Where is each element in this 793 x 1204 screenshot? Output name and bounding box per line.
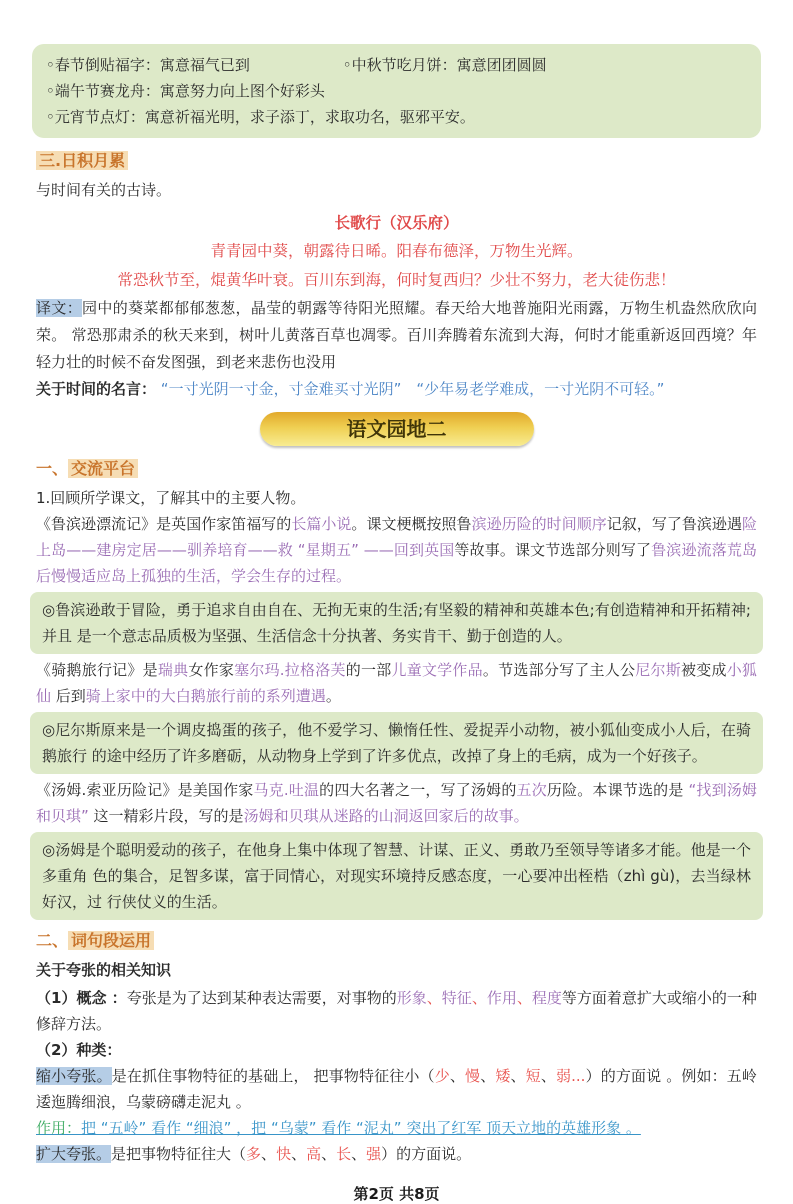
poem-title: 长歌行（汉乐府） xyxy=(334,214,459,232)
poem-line-2: 常恐秋节至，焜黄华叶衰。百川东到海，何时复西归？少壮不努力，老大徒伤悲！ xyxy=(117,271,676,289)
paragraph-expand-hyperbole: 扩大夸张。是把事物特征往大（多、快、高、长、强）的方面说。 xyxy=(36,1145,472,1163)
heading-words-usage xyxy=(36,928,757,951)
heading-words-usage-number: 二、 xyxy=(36,931,69,950)
unit-title-banner: 语文园地二 xyxy=(260,412,534,446)
paragraph-robinson: 《鲁滨逊漂流记》是英国作家笛福写的长篇小说。课文梗概按照鲁滨逊历险的时间顺序记叙，写了鲁滨逊遇险上岛——建房定居——驯养培育——救 “星期五” ——回到英国等故事。课文节选部分则写了鲁滨逊流落荒岛 后慢慢适应岛上孤独的生活，学会生存的过程。 xyxy=(36,515,757,585)
page-footer: 第2页 共8页 xyxy=(353,1185,440,1203)
festival-row-2 xyxy=(46,78,747,104)
heading-exchange-platform xyxy=(36,456,757,479)
unit-title-banner-wrap xyxy=(36,412,757,446)
poem-line-1: 青青园中葵，朝露待日晞。阳春布德泽，万物生光辉。 xyxy=(210,242,583,260)
festival-item-lantern: ◦元宵节点灯：寓意祈福光明，求子添丁，求取功名，驱邪平安。 xyxy=(46,108,475,126)
note-tom: ◎汤姆是个聪明爱动的孩子，在他身上集中体现了智慧、计谋、正义、勇敢乃至领导等诸多才能。他是一个多重角 色的集合，足智多谋，富于同情心，对现实环境持反感态度，一心要冲出桎梏（zhì gù)，去当绿林好汉，过 行侠仗义的生活。 xyxy=(30,832,763,920)
festival-item-midautumn: ◦中秋节吃月饼：寓意团团圆圆 xyxy=(342,56,547,74)
festival-item-spring: ◦春节倒贴福字：寓意福气已到 xyxy=(46,56,250,74)
translation-paragraph xyxy=(36,295,757,376)
time-quotes-text: “一寸光阴一寸金，寸金难买寸光阴” “少年易老学难成，一寸光阴不可轻。” xyxy=(160,380,665,398)
review-instruction: 1.回顾所学课文，了解其中的主要人物。 xyxy=(36,489,306,507)
time-quotes-label: 关于时间的名言： xyxy=(36,380,157,398)
paragraph-shrink-hyperbole: 缩小夸张。是在抓住事物特征的基础上， 把事物特征往小（少、慢、矮、短、弱...）的方面说 。例如：五岭逶迤腾细浪，乌蒙磅礴走泥丸 。 xyxy=(36,1067,757,1111)
paragraph-hyperbole-function: 作用：把 “五岭” 看作 “细浪” ，把 “乌蒙” 看作 “泥丸” 突出了红军 顶天立地的英雄形象 。 xyxy=(36,1119,641,1137)
time-quotes-line xyxy=(36,376,757,402)
paragraph-hyperbole-kinds: （2）种类： xyxy=(36,1041,122,1059)
translation-text: 园中的葵菜都郁郁葱葱，晶莹的朝露等待阳光照耀。春天给大地普施阳光雨露，万物生机盎然欣欣向荣。 常恐那肃杀的秋天来到，树叶儿黄落百草也凋零。百川奔腾着东流到大海，何时才能重新返回西境？年轻力壮的时候不奋发图强，到老来悲伤也没用 xyxy=(36,299,757,371)
festival-row-3 xyxy=(46,104,747,130)
heading-daily-accumulation-label: 三.日积月累 xyxy=(36,151,128,170)
heading-words-usage-label: 词句段运用 xyxy=(68,931,154,950)
note-nils: ◎尼尔斯原来是一个调皮捣蛋的孩子，他不爱学习、懒惰任性、爱捉弄小动物，被小狐仙变成小人后，在骑鹅旅行 的途中经历了许多磨砺，从动物身上学到了许多优点，改掉了身上的毛病，成为一个好孩子。 xyxy=(30,712,763,774)
heading-daily-accumulation xyxy=(36,148,757,171)
festival-notes-box xyxy=(32,44,761,138)
heading-exchange-platform-number: 一、 xyxy=(36,459,69,478)
festival-row-1 xyxy=(46,52,747,78)
paragraph-goose-journey: 《骑鹅旅行记》是瑞典女作家塞尔玛.拉格洛芙的一部儿童文学作品。节选部分写了主人公尼尔斯被变成小狐仙 后到骑上家中的大白鹅旅行前的系列遭遇。 xyxy=(36,661,757,705)
translation-label: 译文： xyxy=(36,299,83,317)
note-robinson: ◎鲁滨逊敢于冒险，勇于追求自由自在、无拘无束的生活;有坚毅的精神和英雄本色;有创造精神和开拓精神;并且 是一个意志品质极为坚强、生活信念十分执著、务实肯干、勤于创造的人。 xyxy=(30,592,763,654)
paragraph-hyperbole-concept: （1）概念 ：夸张是为了达到某种表达需要，对事物的形象、特征、作用、程度等方面着意扩大或缩小的一种修辞方法。 xyxy=(36,989,757,1033)
poems-intro: 与时间有关的古诗。 xyxy=(36,181,172,199)
festival-item-dragonboat: ◦端午节赛龙舟：寓意努力向上图个好彩头 xyxy=(46,82,325,100)
subtitle-hyperbole-knowledge: 关于夸张的相关知识 xyxy=(36,961,172,979)
paragraph-tom-sawyer: 《汤姆.索亚历险记》是美国作家马克.吐温的四大名著之一，写了汤姆的五次历险。本课节选的是 “找到汤姆 和贝琪” 这一精彩片段，写的是汤姆和贝琪从迷路的山洞返回家后的故事。 xyxy=(36,781,757,825)
heading-exchange-platform-label: 交流平台 xyxy=(68,459,138,478)
